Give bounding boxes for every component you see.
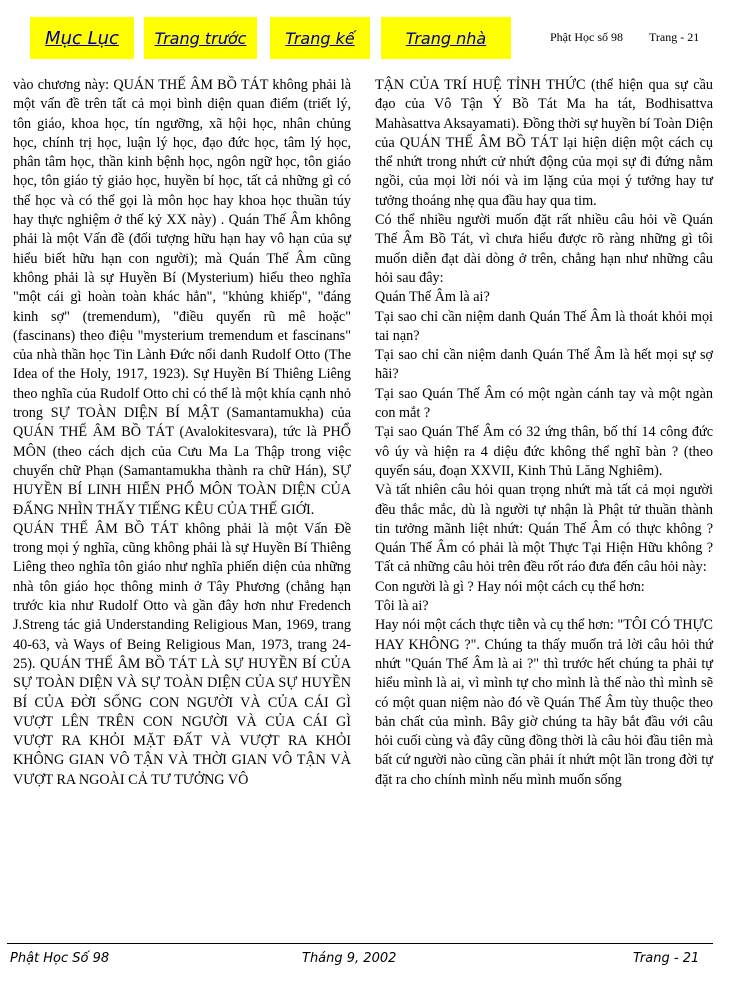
header-publication: Phật Học số 98 [550, 30, 623, 44]
header-page-number: Trang - 21 [649, 30, 700, 44]
paragraph: Hay nói một cách thực tiễn và cụ thể hơn: "TÔI CÓ THỰC HAY KHÔNG ?". Chúng ta thấy muốn trả lời câu hỏi thứ nhứt "Quán Thế Âm là ai ?" thì trước hết chúng ta phải tự hiểu mình là ai, vì mình tự cho mình là thế nào thì mình sẽ có một quan niệm nào đó về Quán Thế Âm tùy thuộc theo bản chất của mình. Bây giờ chúng ta hãy bắt đầu với câu hỏi cuối cùng và đây cũng đồng thời là câu hỏi đầu tiên mà bất cứ người nào cũng cần phải ít nhứt một lần trong đời tự đặt ra cho chính mình nếu mình muốn sống [375, 617, 713, 788]
paragraph: vào chương này: QUÁN THẾ ÂM BỒ TÁT không phải là một vấn đề trên tất cả mọi bình diện quan điểm (triết lý, tôn giáo, khoa học, tín ngưỡng, xã hội học, nhân chủng học, chính trị học, luận lý học, đạo đức học, tâm lý học, phân tâm học, thần kinh bệnh học, ngôn ngữ học, tôn giáo học, tôn giáo tỷ giảo học, huyền bí học, tất cả những gì có thể học và có thể gọi là môn học hay khoa học thuần túy hay thực nghiệm ở thế kỷ XX này) . Quán Thế Âm không phải là một Vấn đề (đối tượng hữu hạn hay vô hạn của sự hiểu biết hữu hạn con người); mà Quán Thế Âm cũng không phải là sự Huyền Bí (Mysterium) hiểu theo nghĩa "một cái gì hoàn toàn khác hẳn", "khủng khiếp", "đáng kinh sợ" (tremendum), "điều quyến rũ mê hoặc" (fascinans) theo điệu "mysterium tremendum et fascinans" của nhà thần học Tin Lành Đức nổi danh Rudolf Otto (The Idea of the Holy, 1917, 1923). Sự Huyền Bí Thiêng Liêng theo nghĩa của Rudolf Otto chỉ có thể là một khía cạnh nhỏ trong SỰ TOÀN DIỆN BÍ MẬT (Samantamukha) của QUÁN THẾ ÂM BỒ TÁT (Avalokitesvara), tức là PHỔ MÔN (theo cách dịch của Cưu Ma La Thập trong việc chuyển chữ Phạn (Samantamukha thành ra chữ Hán), SỰ HUYỀN BÍ LINH HIỂN PHỔ MÔN TOÀN DIỆN CỦA ĐẤNG NHÌN THẤY TIẾNG KÊU CỦA THẾ GIỚI. [13, 77, 351, 518]
previous-page-link[interactable]: Trang trước [144, 17, 257, 59]
question-line: Tại sao chỉ cần niệm danh Quán Thế Âm là thoát khỏi mọi tai nạn? [375, 308, 713, 344]
left-text-column [13, 76, 351, 790]
question-line: Tôi là ai? [375, 598, 429, 615]
next-page-link[interactable]: Trang kế [270, 17, 370, 59]
right-text-column [375, 76, 713, 790]
paragraph: Có thể nhiều người muốn đặt rất nhiều câu hỏi về Quán Thế Âm Bồ Tát, vì chưa hiểu được rõ ràng những gì tôi muốn diễn đạt dài dòng ở trên, chẳng hạn như những câu hỏi sau đây: [375, 212, 713, 286]
home-link[interactable]: Trang nhà [381, 17, 511, 59]
footer-date: Tháng 9, 2002 [302, 951, 397, 966]
toc-link[interactable]: Mục Lục [30, 17, 134, 59]
question-line: Quán Thế Âm là ai? [375, 289, 490, 306]
footer-page-number: Trang - 21 [633, 951, 700, 966]
question-line: Con người là gì ? Hay nói một cách cụ thể hơn: [375, 578, 645, 595]
question-line: Tại sao chỉ cần niệm danh Quán Thế Âm là hết mọi sự sợ hãi? [375, 347, 713, 383]
question-line: Tại sao Quán Thế Âm có 32 ứng thân, bố thí 14 công đức vô úy và hiện ra 4 diệu đức không thể nghĩ bàn ? (theo quyển sáu, đoạn XXVII, Kinh Thủ Lăng Nghiêm). [375, 424, 713, 479]
paragraph: Và tất nhiên câu hỏi quan trọng nhứt mà tất cả mọi người đều thắc mắc, dù là người tự nhận là Phật tử thuần thành tin tưởng mãnh liệt nhứt: Quán Thế Âm có thực không ? Quán Thế Âm có phải là một Thực Tại Hiện Hữu không ? Tất cả những câu hỏi trên đều rốt ráo đưa đến câu hỏi này: [375, 482, 713, 576]
paragraph: QUÁN THẾ ÂM BỒ TÁT không phải là một Vấn Đề trong mọi ý nghĩa, cũng không phải là sự Huyền Bí Thiêng Liêng theo nghĩa tôn giáo như nghĩa phiến diện của những nhà tôn giáo học thông minh ở Tây Phương (chẳng hạn trước kia như Rudolf Otto và gần đây hơn như Fredench J.Streng tác giả Understanding Religious Man, 1969, trang 40-63, và Ways of Being Religious Man, 1973, trang 24-25). QUÁN THẾ ÂM BỒ TÁT LÀ SỰ HUYỀN BÍ CỦA SỰ TOÀN DIỆN VÀ SỰ TOÀN DIỆN CỦA SỰ HUYỀN BÍ CỦA ĐỜI SỐNG CON NGƯỜI VÀ CỦA CÁI GÌ VƯỢT LÊN TRÊN CON NGƯỜI VÀ CỦA CÁI GÌ VƯỢT RA KHỎI MẶT ĐẤT VÀ VƯỢT RA KHỎI KHÔNG GIAN VÔ TẬN VÀ THỜI GIAN VÔ TẬN VÀ VƯỢT RA NGOÀI CẢ TƯ TƯỞNG VÔ [13, 520, 351, 788]
question-line: Tại sao Quán Thế Âm có một ngàn cánh tay và một ngàn con mắt ? [375, 385, 713, 422]
footer-publication: Phật Học Số 98 [10, 951, 110, 966]
footer-divider [7, 943, 713, 944]
paragraph: TẬN CỦA TRÍ HUỆ TỈNH THỨC (thể hiện qua sự cầu đạo của Vô Tận Ý Bồ Tát Ma ha tát, Bodhisattva Mahàsattva Aksayamati). Đồng thời sự huyền bí Toàn Diện của QUÁN THẾ ÂM BỒ TÁT lại hiện diện một cách cụ thể nhứt trong nhứt cử nhứt động của mọi sự đi đứng nằm ngồi, của mọi lời nói và im lặng của mọi ý tưởng hay tư tưởng thoáng nhẹ qua đầu hay qua tim. [375, 77, 713, 209]
